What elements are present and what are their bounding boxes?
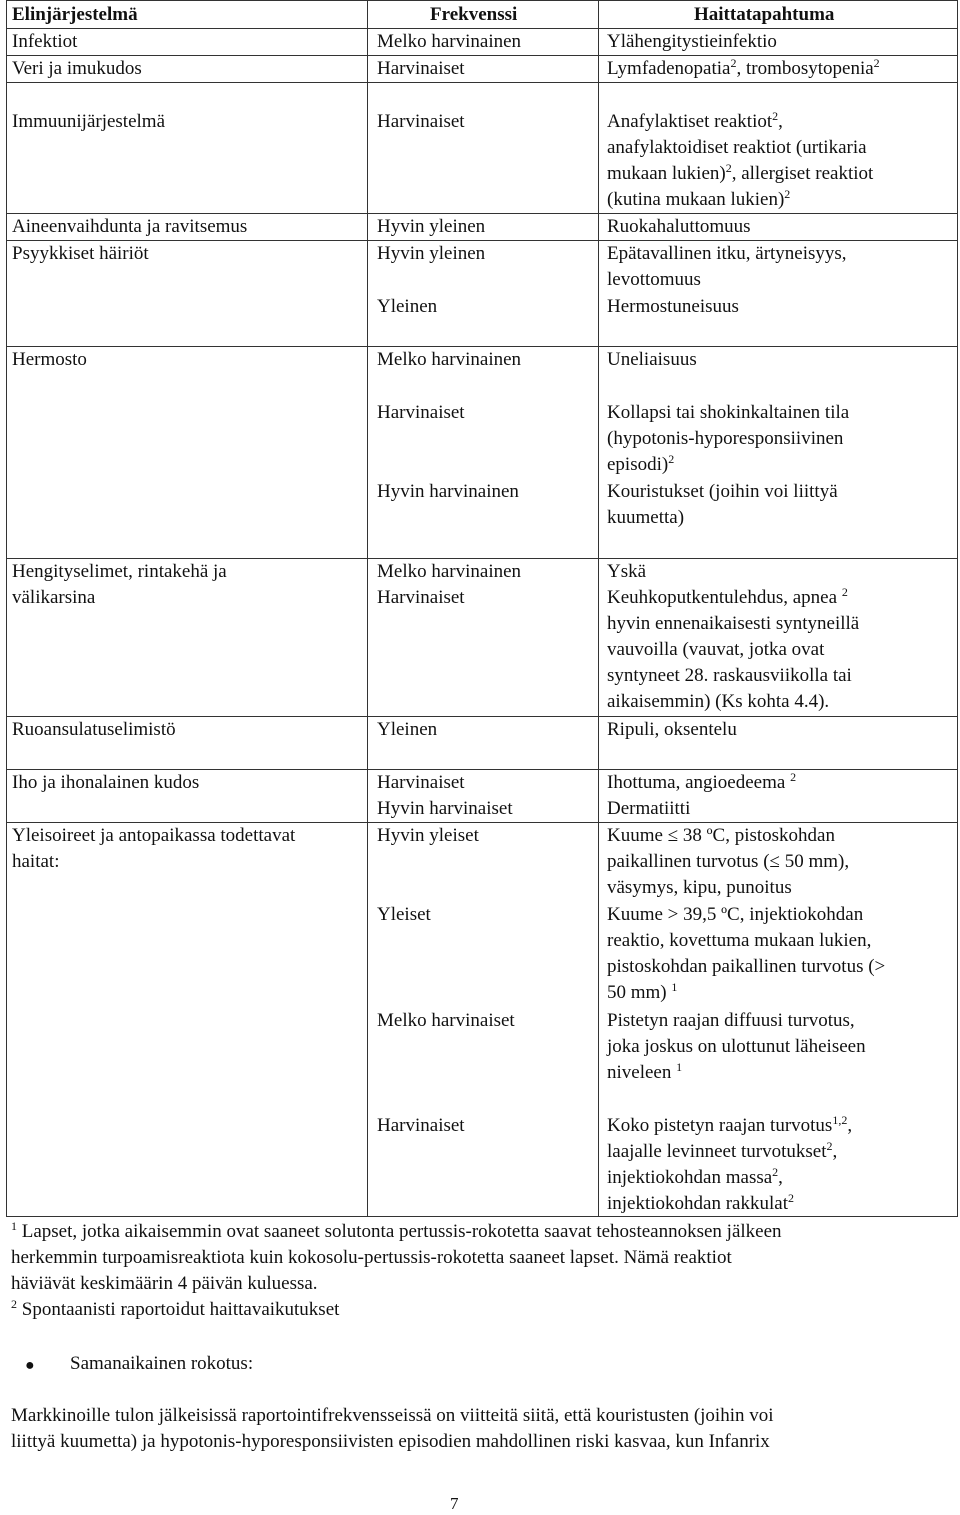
header-frequency: Frekvenssi (430, 4, 518, 25)
frequency-cell: Hyvin harvinainen (377, 481, 519, 502)
event-cell: anafylaktoidiset reaktiot (urtikaria (607, 137, 867, 158)
event-cell: episodi)$^2$ (607, 452, 675, 475)
column-rule (598, 0, 599, 1217)
event-cell: pistoskohdan paikallinen turvotus (> (607, 956, 886, 977)
event-cell: levottomuus (607, 269, 701, 290)
event-cell: injektiokohdan rakkulat$^2$ (607, 1191, 794, 1214)
event-cell: reaktio, kovettuma mukaan lukien, (607, 930, 872, 951)
frequency-cell: Yleinen (377, 296, 438, 317)
less-equal-symbol: ≤ (667, 825, 679, 846)
event-cell: Ylähengitystieinfektio (607, 31, 777, 52)
organ-aineenvaihdunta: Aineenvaihdunta ja ravitsemus (12, 216, 248, 237)
row-rule (6, 82, 958, 83)
event-cell: Ihottuma, angioedeema $^2$ (607, 770, 797, 793)
event-cell: laajalle levinneet turvotukset$^2$, (607, 1139, 838, 1162)
organ-psyykkiset: Psyykkiset häiriöt (12, 243, 149, 264)
event-cell: Koko pistetyn raajan turvotus$^{1,2}$, (607, 1113, 853, 1136)
event-cell: (hypotonis-hyporesponsiivinen (607, 428, 844, 449)
frequency-cell: Melko harvinainen (377, 561, 522, 582)
organ-veri: Veri ja imukudos (12, 58, 142, 79)
frequency-cell: Hyvin yleinen (377, 216, 486, 237)
column-rule (367, 0, 368, 1217)
event-cell: Ruokahaluttomuus (607, 216, 751, 237)
organ-hermosto: Hermosto (12, 349, 87, 370)
event-cell: Kollapsi tai shokinkaltainen tila (607, 402, 850, 423)
event-cell: Anafylaktiset reaktiot$^2$, (607, 109, 783, 132)
frequency-cell: Yleiset (377, 904, 431, 925)
event-cell: Keuhkoputkentulehdus, apnea $^2$ (607, 585, 848, 608)
event-cell: vauvoilla (vauvat, jotka ovat (607, 639, 825, 660)
frequency-cell: Yleinen (377, 719, 438, 740)
event-cell: kuumetta) (607, 507, 685, 528)
organ-yleisoireet: haitat: (12, 851, 60, 872)
frequency-cell: Harvinaiset (377, 111, 465, 132)
organ-hengityselimet: Hengityselimet, rintakehä ja (12, 561, 227, 582)
event-cell: Dermatiitti (607, 798, 691, 819)
event-cell: Yskä (607, 561, 647, 582)
footnote-1-cont: herkemmin turpoamisreaktiota kuin kokosolu-pertussis-rokotetta saaneet lapset. Nämä reaktiot (11, 1247, 732, 1268)
organ-iho: Iho ja ihonalainen kudos (12, 772, 200, 793)
event-cell: Epätavallinen itku, ärtyneisyys, (607, 243, 847, 264)
frequency-cell: Hyvin yleiset (377, 825, 479, 846)
event-cell: väsymys, kipu, punoitus (607, 877, 792, 898)
header-event: Haittatapahtuma (694, 4, 835, 25)
event-cell: Hermostuneisuus (607, 296, 739, 317)
page-number: 7 (450, 1494, 459, 1513)
frequency-cell: Harvinaiset (377, 772, 465, 793)
event-cell: Kouristukset (joihin voi liittyä (607, 481, 838, 502)
event-cell: injektiokohdan massa$^2$, (607, 1165, 783, 1188)
event-cell: Ripuli, oksentelu (607, 719, 737, 740)
frequency-cell: Harvinaiset (377, 58, 465, 79)
footnote-1-cont: häviävät keskimäärin 4 päivän kuluessa. (11, 1273, 318, 1294)
frequency-cell: Harvinaiset (377, 1115, 465, 1136)
event-cell: (kutina mukaan lukien)$^2$ (607, 187, 791, 210)
bullet-icon: ● (25, 1357, 35, 1374)
organ-yleisoireet: Yleisoireet ja antopaikassa todettavat (12, 825, 296, 846)
frequency-cell: Hyvin harvinaiset (377, 798, 513, 819)
event-cell: Uneliaisuus (607, 349, 697, 370)
event-cell: Kuume > 39,5 ºC, injektiokohdan (607, 904, 864, 925)
header-organ: Elinjärjestelmä (12, 4, 138, 25)
frequency-cell: Harvinaiset (377, 402, 465, 423)
organ-immuuni: Immuunijärjestelmä (12, 111, 166, 132)
body-paragraph: Markkinoille tulon jälkeisissä raportointifrekvensseissä on viitteitä siitä, että kouristusten (joihin voi (11, 1405, 774, 1426)
body-paragraph: liittyä kuumetta) ja hypotonis-hyporesponsiivisten episodien mahdollinen riski kasvaa, kun Infanrix (11, 1431, 770, 1452)
frequency-cell: Melko harvinainen (377, 31, 522, 52)
event-cell: Lymfadenopatia$^2$, trombosytopenia$^2$ (607, 56, 880, 79)
organ-ruoansulatus: Ruoansulatuselimistö (12, 719, 176, 740)
organ-infektiot: Infektiot (12, 31, 78, 52)
event-cell: Kuume ≤ 38 ºC, pistoskohdan (607, 825, 835, 846)
bullet-heading: Samanaikainen rokotus: (70, 1353, 254, 1374)
frequency-cell: Hyvin yleinen (377, 243, 486, 264)
event-cell: paikallinen turvotus (≤ 50 mm), (607, 851, 850, 872)
event-cell: syntyneet 28. raskausviikolla tai (607, 665, 852, 686)
frequency-cell: Melko harvinaiset (377, 1010, 515, 1031)
event-cell: hyvin ennenaikaisesti syntyneillä (607, 613, 860, 634)
event-cell: mukaan lukien)$^2$, allergiset reaktiot (607, 161, 874, 184)
frequency-cell: Melko harvinainen (377, 349, 522, 370)
event-cell: niveleen $^1$ (607, 1060, 683, 1083)
event-cell: aikaisemmin) (Ks kohta 4.4). (607, 691, 830, 712)
footnote-2: $^2$ Spontaanisti raportoidut haittavaikutukset (11, 1297, 340, 1320)
footnote-1: $^1$ Lapset, jotka aikaisemmin ovat saaneet solutonta pertussis-rokotetta saavat tehosteannoksen jälkeen (11, 1219, 782, 1242)
event-cell: Pistetyn raajan diffuusi turvotus, (607, 1010, 855, 1031)
event-cell: joka joskus on ulottunut läheiseen (607, 1036, 866, 1057)
frequency-cell: Harvinaiset (377, 587, 465, 608)
event-cell: 50 mm) $^1$ (607, 980, 678, 1003)
less-equal-symbol: ≤ (769, 851, 780, 872)
organ-hengityselimet: välikarsina (12, 587, 96, 608)
